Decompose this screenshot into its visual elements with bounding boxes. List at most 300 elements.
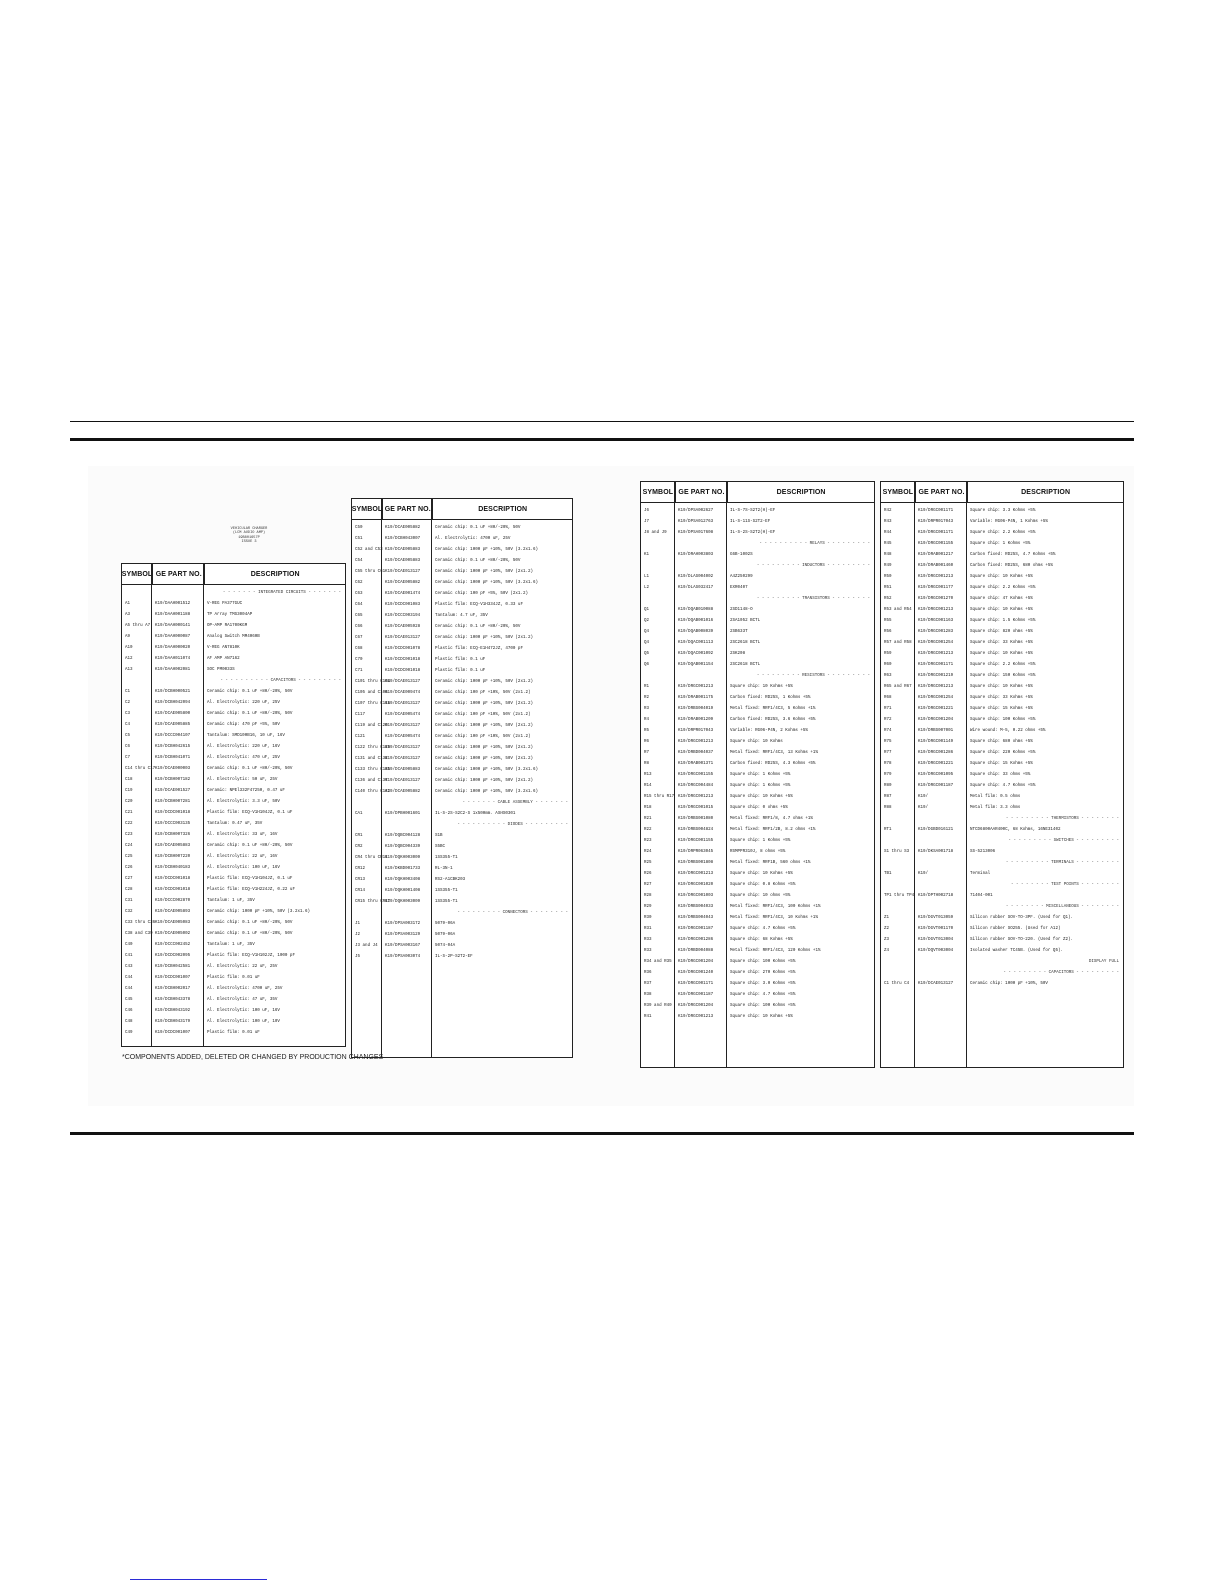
symbol-cell: C28 bbox=[125, 888, 133, 892]
part-number-cell: K19/DRGC004484 bbox=[678, 784, 714, 788]
part-number-cell: K19/DCBH040183 bbox=[155, 866, 191, 870]
symbol-cell: TB1 bbox=[884, 872, 892, 876]
section-heading: - - - - - - - - - THERMISTORS - - - - - - - - bbox=[1005, 817, 1119, 821]
symbol-cell: C107 thru C116 bbox=[355, 702, 391, 706]
symbol-cell: C20 bbox=[125, 800, 133, 804]
bottom-thick-rule bbox=[70, 1132, 1134, 1135]
description-cell: Al. Electrolytic: 100 uF, 16V bbox=[207, 1009, 280, 1013]
part-number-cell: K19/DCAE005800 bbox=[155, 712, 191, 716]
part-number-cell: K19/DGBD016121 bbox=[918, 828, 954, 832]
symbol-cell: C71 bbox=[355, 669, 363, 673]
part-number-cell: K19/DCAE005002 bbox=[155, 932, 191, 936]
table-row bbox=[352, 754, 572, 765]
part-number-cell: K19/DCAE001527 bbox=[155, 789, 191, 793]
table-row bbox=[881, 517, 1123, 528]
symbol-cell: A13 bbox=[125, 668, 133, 672]
part-number-cell: K19/DCBH043179 bbox=[155, 1020, 191, 1024]
symbol-cell: C31 bbox=[125, 899, 133, 903]
part-number-cell: K19/DRGC001213 bbox=[678, 685, 714, 689]
part-number-cell: K19/DCAE013127 bbox=[385, 636, 421, 640]
symbol-cell: C131 and C132 bbox=[355, 757, 388, 761]
symbol-cell: R33 bbox=[644, 949, 652, 953]
table-header bbox=[641, 482, 874, 503]
description-cell: Carbon fixed: RD25S, 1 Kohms +5% bbox=[730, 696, 811, 700]
table-row bbox=[641, 759, 874, 770]
description-cell: Square chip: 1 Kohms +5% bbox=[970, 542, 1031, 546]
table-row bbox=[352, 633, 572, 644]
table-row bbox=[881, 847, 1123, 858]
part-number-cell: K19/DGVT001170 bbox=[918, 927, 954, 931]
symbol-cell: R49 bbox=[884, 564, 892, 568]
part-number-cell: K19/DPTH002718 bbox=[918, 894, 954, 898]
description-cell: Ceramic chip: 0.1 uF +80/-20%, 50V bbox=[435, 526, 521, 530]
symbol-cell: C62 bbox=[355, 581, 363, 585]
description-header: DESCRIPTION bbox=[967, 482, 1123, 502]
symbol-cell: R88 bbox=[884, 806, 892, 810]
table-row bbox=[352, 743, 572, 754]
table-row bbox=[641, 682, 874, 693]
symbol-cell: R18 bbox=[644, 806, 652, 810]
part-number-cell: K19/DRGC001155 bbox=[678, 839, 714, 843]
part-number-cell: K19/DCAE005882 bbox=[385, 526, 421, 530]
symbol-cell: R28 bbox=[644, 894, 652, 898]
description-cell: Metal fixed: RRF1/2B, 8.2 ohms +1% bbox=[730, 828, 816, 832]
symbol-cell: R3 bbox=[644, 707, 650, 711]
part-number-cell: K19/DCAE005882 bbox=[385, 790, 421, 794]
table-row bbox=[641, 616, 874, 627]
description-cell: Ceramic chip: 1000 pF +10%, 50V (2x1.2) bbox=[435, 680, 534, 684]
part-number-cell: K19/DGVT013004 bbox=[918, 938, 954, 942]
part-number-cell: K19/DRBS007001 bbox=[918, 729, 954, 733]
table-row bbox=[881, 638, 1123, 649]
description-cell: Ceramic chip: 1000 pF +10%, 50V (2x1.2) bbox=[435, 724, 534, 728]
symbol-cell: R52 bbox=[884, 597, 892, 601]
description-cell: Ceramic chip: 0.1 uF +80/-20%, 50V bbox=[435, 559, 521, 563]
description-cell: Metal fixed: RRF1B, 560 ohms +1% bbox=[730, 861, 811, 865]
symbol-cell: J8 and J9 bbox=[644, 531, 667, 535]
description-cell: Ceramic chip: 0.1 uF +80/-20%, 50V bbox=[207, 844, 293, 848]
symbol-cell: C2 bbox=[125, 701, 131, 705]
description-cell: IL-S-2S-S2T2(H)-EF bbox=[730, 531, 776, 535]
part-number-cell: K19/ bbox=[918, 795, 929, 799]
description-header: DESCRIPTION bbox=[204, 564, 345, 584]
description-cell: Ceramic chip: 0.1 uF +80/-20%, 50V bbox=[207, 690, 293, 694]
symbol-cell: C5 bbox=[125, 734, 131, 738]
part-number-cell: K19/DCCC004107 bbox=[155, 734, 191, 738]
table-row bbox=[881, 748, 1123, 759]
table-row bbox=[352, 688, 572, 699]
table-row bbox=[641, 737, 874, 748]
description-cell: Tantalum: SMD100B16, 10 uF, 16V bbox=[207, 734, 285, 738]
description-cell: Square chip: 33 ohms +5% bbox=[970, 773, 1031, 777]
part-number-cell: K19/DQVT003004 bbox=[918, 949, 954, 953]
table-row bbox=[641, 528, 874, 539]
table-row bbox=[122, 995, 345, 1006]
caption-line: 19B801657P bbox=[238, 535, 260, 540]
part-number-cell: K19/DAAH000087 bbox=[155, 635, 191, 639]
symbol-cell: A9 bbox=[125, 635, 131, 639]
part-number-cell: K19/DCDC001018 bbox=[385, 669, 421, 673]
symbol-cell: R26 bbox=[644, 872, 652, 876]
table-row bbox=[641, 946, 874, 957]
description-cell: Carbon fixed: RD25S, 4.3 Kohms +5% bbox=[730, 762, 816, 766]
symbol-cell: C44 bbox=[125, 976, 133, 980]
table-row bbox=[641, 869, 874, 880]
symbol-cell: K1 bbox=[644, 553, 650, 557]
table-row bbox=[881, 715, 1123, 726]
description-cell: Square chip: 68 Kohms +5% bbox=[730, 938, 793, 942]
part-number-cell: K19/DRGC001213 bbox=[918, 685, 954, 689]
table-row bbox=[122, 621, 345, 632]
part-number-cell: K19/ bbox=[918, 872, 929, 876]
symbol-cell: R37 bbox=[644, 982, 652, 986]
symbol-cell: Z1 bbox=[884, 916, 890, 920]
symbol-cell: C7 bbox=[125, 756, 131, 760]
part-number-cell: K19/DCAE013127 bbox=[385, 746, 421, 750]
symbol-cell: C19 bbox=[125, 789, 133, 793]
description-cell: Ceramic chip: 1000 pF +10%, 50V (3.2x1.6) bbox=[435, 768, 539, 772]
description-cell: Ceramic chip: 0.1 uF +80/-20%, 50V bbox=[207, 921, 293, 925]
symbol-cell: R42 bbox=[884, 509, 892, 513]
description-cell: 2SK208 bbox=[730, 652, 746, 656]
symbol-cell: C133 thru C135 bbox=[355, 768, 391, 772]
symbol-cell: C14 thru C17 bbox=[125, 767, 156, 771]
table-row bbox=[352, 875, 572, 886]
table-row bbox=[881, 605, 1123, 616]
part-number-cell: K19/DCAE013127 bbox=[385, 757, 421, 761]
table-row bbox=[352, 820, 572, 831]
part-number-cell: K19/DRBD004037 bbox=[678, 751, 714, 755]
table-row bbox=[881, 825, 1123, 836]
symbol-cell: C101 thru C104 bbox=[355, 680, 391, 684]
description-cell: RSMPPR310J, 8 ohms +5% bbox=[730, 850, 786, 854]
table-row bbox=[352, 831, 572, 842]
table-row bbox=[122, 797, 345, 808]
part-number-cell: K19/DCDC001078 bbox=[385, 647, 421, 651]
description-cell: V-REG AN7810K bbox=[207, 646, 240, 650]
symbol-cell: R48 bbox=[884, 553, 892, 557]
symbol-cell: CR13 bbox=[355, 878, 366, 882]
parts-list-caption bbox=[194, 527, 304, 545]
table-row bbox=[122, 929, 345, 940]
description-cell: Square chip: 15 Kohms +5% bbox=[970, 707, 1033, 711]
description-cell: Ceramic chip: 100 pF +10%, 50V (2x1.2) bbox=[435, 735, 531, 739]
part-number-cell: K19/DRGC001177 bbox=[918, 586, 954, 590]
symbol-cell: J6 bbox=[644, 509, 650, 513]
table-row bbox=[881, 693, 1123, 704]
description-cell: Square chip: 10 Kohms +5% bbox=[730, 872, 793, 876]
table-row bbox=[641, 748, 874, 759]
description-cell: Square chip: 4.7 Kohms +5% bbox=[730, 993, 796, 997]
table-row bbox=[641, 572, 874, 583]
table-row bbox=[881, 968, 1123, 979]
description-cell: Square chip: 2.2 Kohms +5% bbox=[970, 663, 1036, 667]
symbol-cell: C3 bbox=[125, 712, 131, 716]
description-cell: Square chip: 10 ohms +5% bbox=[730, 894, 791, 898]
part-number-cell: K19/DCAE000003 bbox=[155, 767, 191, 771]
symbol-cell: CR15 thru CR17 bbox=[355, 900, 391, 904]
part-number-cell: K19/DQKH001408 bbox=[385, 889, 421, 893]
description-cell: G6B-1002S bbox=[730, 553, 753, 557]
part-number-cell: K19/DRGC001270 bbox=[918, 597, 954, 601]
description-cell: Plastic film: ECQ-E1H472JZ, 4700 pF bbox=[435, 647, 523, 651]
table-row bbox=[641, 858, 874, 869]
symbol-cell: R51 bbox=[884, 586, 892, 590]
table-row bbox=[352, 765, 572, 776]
table-row bbox=[122, 984, 345, 995]
symbol-cell: Z4 bbox=[884, 949, 890, 953]
symbol-cell: Q4 bbox=[644, 641, 650, 645]
table-row bbox=[881, 726, 1123, 737]
table-row bbox=[352, 886, 572, 897]
symbol-cell: C105 and C106 bbox=[355, 691, 388, 695]
description-cell: Metal fixed: RRF1/4C3, 10 Kohms +1% bbox=[730, 916, 818, 920]
part-number-cell: K19/DRGC001286 bbox=[678, 938, 714, 942]
table-row bbox=[352, 732, 572, 743]
symbol-cell: R4 bbox=[644, 718, 650, 722]
symbol-cell: C70 bbox=[355, 658, 363, 662]
table-row bbox=[122, 786, 345, 797]
part-number-cell: K19/DCDC001018 bbox=[155, 877, 191, 881]
table-row bbox=[881, 913, 1123, 924]
table-row bbox=[881, 891, 1123, 902]
table-row bbox=[881, 946, 1123, 957]
description-cell: Plastic film: ECQ-V1H102JZ, 1000 pF bbox=[207, 954, 295, 958]
part-number-cell: K19/DCAE005083 bbox=[155, 921, 191, 925]
part-number-cell: K19/DLAS032417 bbox=[678, 586, 714, 590]
symbol-cell: R80 bbox=[884, 784, 892, 788]
table-row bbox=[881, 561, 1123, 572]
table-row bbox=[352, 919, 572, 930]
symbol-cell: C4 bbox=[125, 723, 131, 727]
table-row bbox=[122, 973, 345, 984]
symbol-cell: R44 bbox=[884, 531, 892, 535]
description-cell: Plastic film: ECQ-V1H224JZ, 0.22 uF bbox=[207, 888, 295, 892]
table-row bbox=[641, 1012, 874, 1023]
table-row bbox=[352, 589, 572, 600]
part-number-cell: K19/DRBD004088 bbox=[678, 949, 714, 953]
symbol-cell: R29 bbox=[644, 905, 652, 909]
table-row bbox=[122, 610, 345, 621]
table-row bbox=[881, 572, 1123, 583]
table-row bbox=[352, 644, 572, 655]
symbol-cell: R6 bbox=[644, 740, 650, 744]
description-cell: Ceramic chip: 1000 pF +10%, 50V (2x1.2) bbox=[435, 702, 534, 706]
part-number-cell: K19/DCBH000521 bbox=[155, 690, 191, 694]
part-number-cell: K19/DCBH043007 bbox=[385, 537, 421, 541]
table-row bbox=[641, 968, 874, 979]
symbol-cell: L1 bbox=[644, 575, 650, 579]
description-cell: Ceramic chip: 1000 pF +10%, 50V (3.2x1.6) bbox=[435, 581, 539, 585]
symbol-cell: CR2 bbox=[355, 845, 363, 849]
description-cell: NTCD6800AAR400C, 68 Kohms, 16NE31402 bbox=[970, 828, 1061, 832]
table-row bbox=[122, 665, 345, 676]
symbol-cell: C22 bbox=[125, 822, 133, 826]
part-number-cell: K19/DRAB001371 bbox=[678, 762, 714, 766]
description-cell: Ceramic chip: 100 pF +10%, 50V (2x1.2) bbox=[435, 713, 531, 717]
table-row bbox=[641, 924, 874, 935]
description-cell: Al. Electrolytic: 22 uF, 25V bbox=[207, 965, 278, 969]
symbol-cell: R14 bbox=[644, 784, 652, 788]
description-cell: Metal fixed: RRF1/8, 4.7 ohms +1% bbox=[730, 817, 813, 821]
table-row bbox=[122, 731, 345, 742]
description-cell: Metal fixed: RRF1/4C3, 13 Kohms +1% bbox=[730, 751, 818, 755]
part-number-cell: K19/DRBS001080 bbox=[678, 817, 714, 821]
table-row bbox=[352, 853, 572, 864]
table-row bbox=[641, 704, 874, 715]
description-cell: Carbon fixed: RD25S, 680 ohms +5% bbox=[970, 564, 1053, 568]
description-cell: Square chip: 10 Kohms +5% bbox=[730, 685, 793, 689]
part-number-cell: K19/DCBH007326 bbox=[155, 833, 191, 837]
part-number-header: GE PART NO. bbox=[675, 482, 728, 502]
description-cell: Isolated washer TC45B. (Used for Q5). bbox=[970, 949, 1063, 953]
description-cell: 2SD1148-O bbox=[730, 608, 753, 612]
symbol-cell: Q5 bbox=[644, 652, 650, 656]
table-row bbox=[881, 759, 1123, 770]
table-row bbox=[122, 874, 345, 885]
symbol-cell: R1 bbox=[644, 685, 650, 689]
part-number-cell: K19/DPSA012763 bbox=[678, 520, 714, 524]
description-cell: Plastic film: ECQ-V1H104JZ, 0.1 uF bbox=[207, 877, 293, 881]
part-number-cell: K19/DCAE009474 bbox=[385, 691, 421, 695]
symbol-cell: TP1 thru TP4 bbox=[884, 894, 915, 898]
table-row bbox=[122, 907, 345, 918]
part-number-cell: K19/DRGC001187 bbox=[678, 993, 714, 997]
description-cell: Plastic film: ECQ-V1H104JZ, 0.1 uF bbox=[207, 811, 293, 815]
table-row bbox=[641, 649, 874, 660]
part-number-cell: K19/DRGC001240 bbox=[678, 971, 714, 975]
description-cell: Square chip: 680 ohms +5% bbox=[970, 740, 1033, 744]
table-row bbox=[352, 622, 572, 633]
table-row bbox=[122, 852, 345, 863]
table-row bbox=[881, 660, 1123, 671]
symbol-cell: R78 bbox=[884, 762, 892, 766]
symbol-cell: R31 bbox=[644, 927, 652, 931]
part-number-cell: K19/DQAC001113 bbox=[678, 641, 714, 645]
symbol-cell: R63 bbox=[884, 674, 892, 678]
table-row bbox=[352, 864, 572, 875]
part-number-cell: K19/DRPR017043 bbox=[678, 729, 714, 733]
part-number-cell: K19/DCBH041071 bbox=[155, 756, 191, 760]
description-cell: Carbon fixed: RD25S, 3.6 Kohms +5% bbox=[730, 718, 816, 722]
part-number-cell: K19/DRGC001221 bbox=[918, 707, 954, 711]
description-cell: Square chip: 0.8 Kohms +5% bbox=[730, 883, 796, 887]
symbol-cell: C50 bbox=[355, 526, 363, 530]
description-cell: Square chip: 10 Kohms bbox=[730, 740, 783, 744]
table-row bbox=[122, 687, 345, 698]
part-number-cell: K19/DPSA017608 bbox=[678, 531, 714, 535]
section-heading: - - - - - - - - TEST POINTS - - - - - - - - bbox=[1010, 883, 1119, 887]
table-row bbox=[641, 880, 874, 891]
description-cell: Square chip: 4.7 Kohms +5% bbox=[970, 784, 1036, 788]
description-header: DESCRIPTION bbox=[727, 482, 874, 502]
table-row bbox=[122, 599, 345, 610]
description-cell: V-REG PA377GUC bbox=[207, 602, 243, 606]
table-row bbox=[122, 841, 345, 852]
symbol-cell: R27 bbox=[644, 883, 652, 887]
table-row bbox=[122, 764, 345, 775]
part-number-cell: K19/DRGC001204 bbox=[678, 960, 714, 964]
table-row bbox=[352, 776, 572, 787]
symbol-cell: CA1 bbox=[355, 812, 363, 816]
part-number-cell: K19/DRGC001219 bbox=[918, 674, 954, 678]
part-number-cell: K19/DRBS004019 bbox=[678, 707, 714, 711]
description-cell: Variable: RG06-P4N, 2 Kohms +5% bbox=[730, 729, 808, 733]
table-row bbox=[641, 979, 874, 990]
description-cell: Square chip: 220 Kohms +5% bbox=[970, 751, 1036, 755]
symbol-cell: C48 bbox=[125, 1020, 133, 1024]
description-cell: Ceramic chip: 0.1 uF +80/-20%, 50V bbox=[435, 625, 521, 629]
part-number-cell: K19/DCAE005883 bbox=[385, 559, 421, 563]
caption-line: (LCM AUDIO AMP) bbox=[232, 531, 266, 536]
symbol-cell: C65 bbox=[355, 614, 363, 618]
description-cell: OP-AMP RA1700KGM bbox=[207, 624, 248, 628]
symbol-cell: R59 bbox=[884, 652, 892, 656]
description-cell: Metal fixed: RRF1/4C3, 120 Kohms +1% bbox=[730, 949, 821, 953]
table-row bbox=[122, 962, 345, 973]
table-row bbox=[641, 781, 874, 792]
symbol-cell: R34 and R35 bbox=[644, 960, 672, 964]
symbol-cell: Q6 bbox=[644, 663, 650, 667]
production-changes-footnote: *COMPONENTS ADDED, DELETED OR CHANGED BY PRODUCTION CHANGES bbox=[122, 1054, 384, 1061]
part-number-cell: K19/DRAB001460 bbox=[918, 564, 954, 568]
part-number-cell: K19/DCAE005883 bbox=[385, 548, 421, 552]
description-cell: 2SC2618 BCTL bbox=[730, 663, 761, 667]
description-cell: Square chip: 1.5 Kohms +5% bbox=[970, 619, 1036, 623]
part-number-cell: K19/DCAE005474 bbox=[385, 713, 421, 717]
description-cell: Square chip: 10 Kohms +5% bbox=[970, 608, 1033, 612]
description-cell: Ceramic chip: 1000 pF +10%, 50V (3.2x1.6) bbox=[435, 790, 539, 794]
section-heading: - - - - - - - - - - DIODES - - - - - - - - - bbox=[457, 823, 568, 827]
part-number-cell: K19/DCAE013127 bbox=[385, 680, 421, 684]
parts-table-1 bbox=[121, 563, 346, 1047]
table-row bbox=[352, 930, 572, 941]
table-row bbox=[881, 583, 1123, 594]
description-cell: RL-3N-1 bbox=[435, 867, 453, 871]
part-number-cell: K19/DCBH007220 bbox=[155, 855, 191, 859]
part-number-cell: K19/DRBS004043 bbox=[678, 916, 714, 920]
part-number-cell: K19/DRBS004824 bbox=[678, 828, 714, 832]
part-number-cell: K19/DRGC001286 bbox=[918, 751, 954, 755]
description-cell: Ceramic chip: 0.1 uF +80/-20%, 50V bbox=[207, 932, 293, 936]
symbol-cell: C24 bbox=[125, 844, 133, 848]
symbol-cell: R77 bbox=[884, 751, 892, 755]
part-number-cell: K19/DAAH001188 bbox=[155, 613, 191, 617]
symbol-cell: R23 bbox=[644, 839, 652, 843]
description-cell: Ceramic chip: 0.1 uF +80/-20%, 50V bbox=[207, 712, 293, 716]
description-cell: Square chip: 33 Kohms +5% bbox=[970, 641, 1033, 645]
symbol-cell: R55 bbox=[884, 619, 892, 623]
description-cell: Al. Electrolytic: 4700 uF, 25V bbox=[435, 537, 511, 541]
part-number-cell: K19/DCBH002017 bbox=[155, 987, 191, 991]
part-number-cell: K19/DRGC001020 bbox=[678, 883, 714, 887]
part-number-cell: K19/DPSA003167 bbox=[385, 944, 421, 948]
symbol-cell: C1 thru C4 bbox=[884, 982, 910, 986]
symbol-cell: R5 bbox=[644, 729, 650, 733]
table-row bbox=[641, 583, 874, 594]
section-heading: - - - - - - - - - - CAPACITORS - - - - - - - - - bbox=[220, 679, 341, 683]
table-row bbox=[641, 803, 874, 814]
part-number-cell: K19/DCAE005474 bbox=[385, 735, 421, 739]
symbol-cell: R8 bbox=[644, 762, 650, 766]
table-row bbox=[641, 660, 874, 671]
symbol-cell: C25 bbox=[125, 855, 133, 859]
description-cell: 1SS355-T1 bbox=[435, 889, 458, 893]
part-number-cell: K19/DRGC001095 bbox=[918, 773, 954, 777]
table-row bbox=[122, 830, 345, 841]
table-row bbox=[122, 643, 345, 654]
description-cell: IL-S-11S-S2T2-EF bbox=[730, 520, 771, 524]
